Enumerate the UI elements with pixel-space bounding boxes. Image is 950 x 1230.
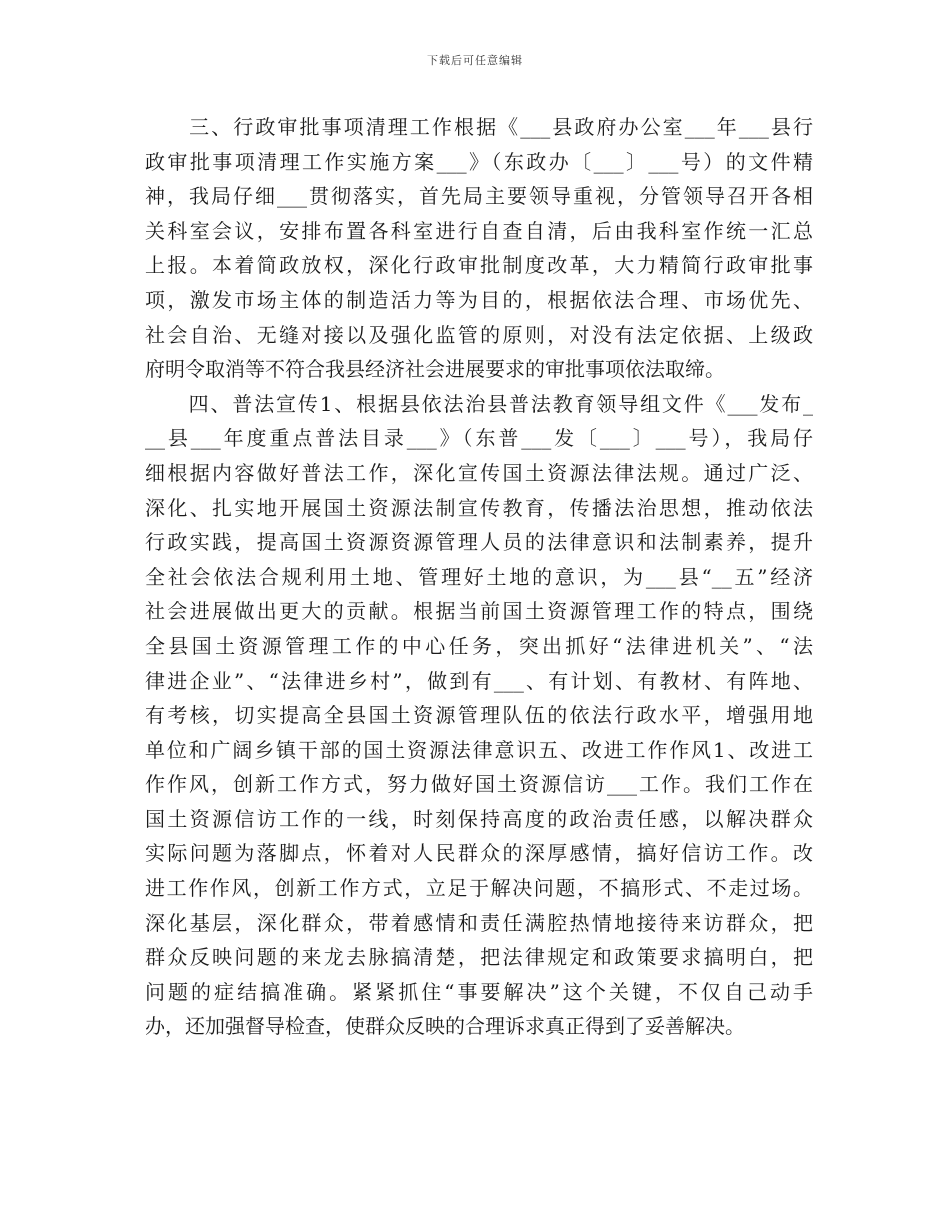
text-line: 单位和广阔乡镇干部的国土资源法律意识五、改进工作作风1、改进工: [145, 737, 813, 762]
text-line: 进工作作风，创新工作方式，立足于解决问题，不搞形式、不走过场。: [145, 876, 813, 901]
text-line: 有考核，切实提高全县国土资源管理队伍的依法行政水平，增强用地: [145, 703, 813, 728]
document-body: [145, 110, 813, 1044]
text-line: 关科室会议，安排布置各科室进行自查自清，后由我科室作统一汇总: [145, 218, 813, 243]
text-line: 深化、扎实地开展国土资源法制宣传教育，传播法治思想，推动依法: [145, 495, 813, 520]
text-line: 办，还加强督导检查，使群众反映的合理诉求真正得到了妥善解决。: [145, 1014, 745, 1039]
text-line: 群众反映问题的来龙去脉搞清楚，把法律规定和政策要求搞明白，把: [145, 945, 813, 970]
page-header: 下载后可任意编辑: [427, 54, 523, 67]
text-line: 作作风，创新工作方式，努力做好国土资源信访___工作。我们工作在: [145, 772, 813, 797]
text-line: 问题的症结搞准确。紧紧抓住“事要解决”这个关键，不仅自己动手: [145, 979, 813, 1004]
text-line: 律进企业”、“法律进乡村”，做到有___、有计划、有教材、有阵地、: [145, 668, 813, 693]
text-line: 全县国土资源管理工作的中心任务，突出抓好“法律进机关”、“法: [145, 633, 813, 658]
text-line: 细根据内容做好普法工作，深化宣传国土资源法律法规。通过广泛、: [145, 460, 813, 485]
text-line: 三、行政审批事项清理工作根据《___县政府办公室___年___县行: [145, 115, 813, 139]
text-line: 四、普法宣传1、根据县依法治县普法教育领导组文件《___发布_: [145, 391, 813, 416]
text-line: 国土资源信访工作的一线，时刻保持高度的政治责任感，以解决群众: [145, 806, 813, 831]
paragraph-administrative-approval: [145, 110, 813, 387]
text-line: 项，激发市场主体的制造活力等为目的，根据依法合理、市场优先、: [145, 287, 813, 312]
text-line: __县___年度重点普法目录___》（东普___发〔___〕___号），我局仔: [145, 426, 813, 451]
text-line: 府明令取消等不符合我县经济社会进展要求的审批事项依法取缔。: [145, 357, 725, 382]
text-line: 上报。本着简政放权，深化行政审批制度改革，大力精简行政审批事: [145, 253, 813, 278]
paragraph-legal-publicity: [145, 387, 813, 1044]
text-line: 神，我局仔细___贯彻落实，首先局主要领导重视，分管领导召开各相: [145, 184, 813, 209]
text-line: 深化基层，深化群众，带着感情和责任满腔热情地接待来访群众，把: [145, 910, 813, 935]
text-line: 行政实践，提高国土资源资源管理人员的法律意识和法制素养，提升: [145, 530, 813, 555]
text-line: 社会进展做出更大的贡献。根据当前国土资源管理工作的特点，围绕: [145, 599, 813, 624]
text-line: 政审批事项清理工作实施方案___》（东政办〔___〕___号）的文件精: [145, 149, 813, 174]
text-line: 全社会依法合规利用土地、管理好土地的意识，为___县“__五”经济: [145, 564, 813, 589]
text-line: 实际问题为落脚点，怀着对人民群众的深厚感情，搞好信访工作。改: [145, 841, 813, 866]
text-line: 社会自治、无缝对接以及强化监管的原则，对没有法定依据、上级政: [145, 322, 813, 347]
